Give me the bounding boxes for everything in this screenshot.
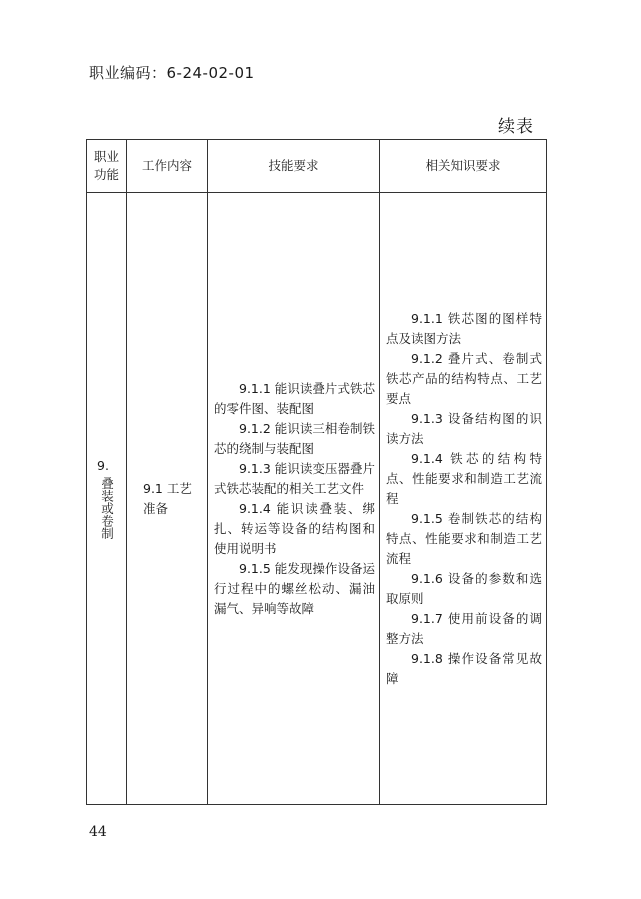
header-skill-requirements: 技能要求 [208, 140, 380, 193]
knowledge-item: 9.1.3 设备结构图的识读方法 [386, 410, 542, 446]
skill-item: 9.1.4 能识读叠装、绑扎、转运等设备的结构图和使用说明书 [214, 500, 375, 556]
work-content-cell: 9.1 工艺准备 [127, 193, 208, 805]
function-name: 叠装或卷制 [99, 476, 115, 540]
skill-item: 9.1.5 能发现操作设备运行过程中的螺丝松动、漏油漏气、异响等故障 [214, 560, 375, 616]
header-knowledge-requirements: 相关知识要求 [380, 140, 547, 193]
table-row [87, 193, 547, 805]
skills-cell [208, 193, 380, 805]
table-header-row [87, 140, 547, 193]
knowledge-item: 9.1.2 叠片式、卷制式铁芯产品的结构特点、工艺要点 [386, 350, 542, 406]
occupation-code: 职业编码：6-24-02-01 [89, 64, 255, 82]
function-number: 9. [97, 457, 109, 473]
page-number: 44 [89, 824, 107, 840]
header-function: 职业 功能 [87, 140, 127, 193]
skill-item: 9.1.2 能识读三相卷制铁芯的绕制与装配图 [214, 420, 375, 456]
knowledge-item: 9.1.7 使用前设备的调整方法 [386, 610, 542, 646]
function-cell [87, 193, 127, 805]
knowledge-item: 9.1.5 卷制铁芯的结构特点、性能要求和制造工艺流程 [386, 510, 542, 566]
knowledge-item: 9.1.8 操作设备常见故障 [386, 650, 542, 686]
knowledge-cell [380, 193, 547, 805]
knowledge-item: 9.1.4 铁芯的结构特点、性能要求和制造工艺流程 [386, 450, 542, 506]
skill-item: 9.1.3 能识读变压器叠片式铁芯装配的相关工艺文件 [214, 460, 375, 496]
skills-table [86, 139, 547, 805]
continued-label: 续表 [498, 117, 534, 137]
header-work-content: 工作内容 [127, 140, 208, 193]
skill-item: 9.1.1 能识读叠片式铁芯的零件图、装配图 [214, 380, 375, 416]
knowledge-item: 9.1.1 铁芯图的图样特点及读图方法 [386, 310, 542, 346]
knowledge-item: 9.1.6 设备的参数和选取原则 [386, 570, 542, 606]
